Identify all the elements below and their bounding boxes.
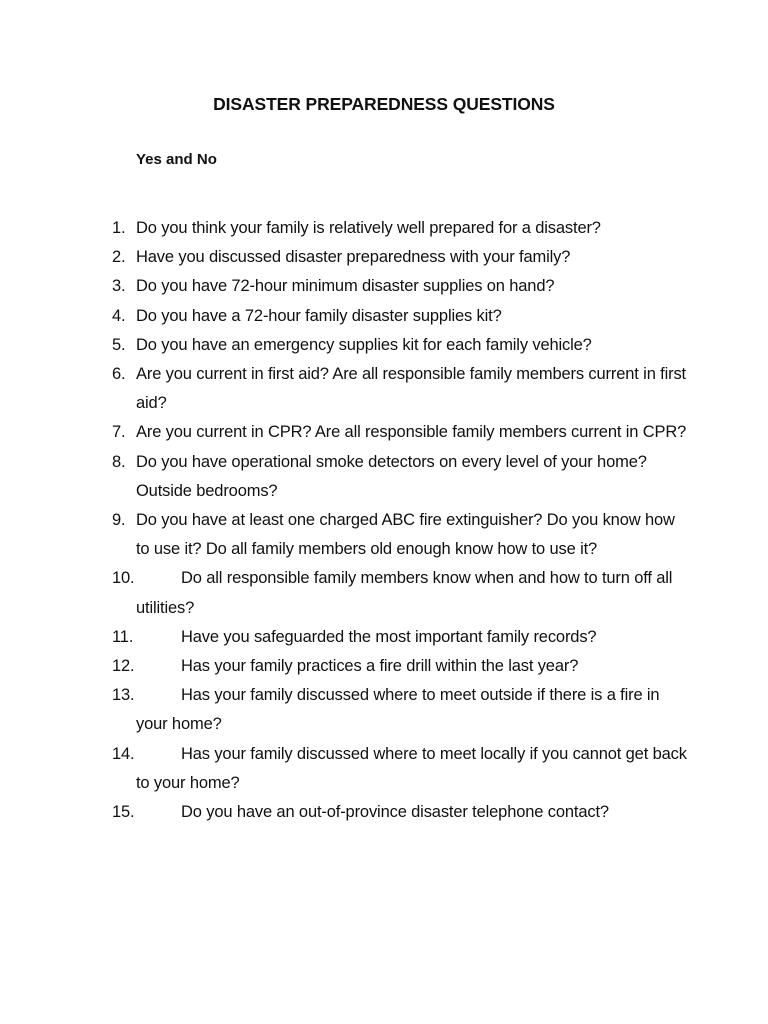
question-number: 10. <box>112 569 135 588</box>
question-number: 7. <box>112 423 126 442</box>
question-item <box>112 302 692 331</box>
question-text: Do you have a 72-hour family disaster supplies kit? <box>136 306 502 325</box>
question-number: 1. <box>112 219 126 237</box>
question-item <box>112 448 692 506</box>
question-text: Have you discussed disaster preparedness with your family? <box>136 248 571 267</box>
question-item <box>112 740 692 798</box>
document-subtitle: Yes and No <box>136 151 217 168</box>
document-title: DISASTER PREPAREDNESS QUESTIONS <box>213 94 555 114</box>
question-item <box>112 564 692 622</box>
question-number: 11. <box>112 627 134 646</box>
question-item <box>112 360 692 418</box>
question-text: Do you have an emergency supplies kit for each family vehicle? <box>136 335 592 354</box>
question-number: 5. <box>112 335 126 354</box>
question-number: 4. <box>112 306 126 325</box>
question-item <box>112 652 692 681</box>
question-text: Do you have at least one charged ABC fire extinguisher? Do you know how to use it? Do all family members old enough know how to use it? <box>136 511 675 559</box>
question-number: 8. <box>112 452 126 471</box>
question-text: Do you think your family is relatively well prepared for a disaster? <box>136 219 601 237</box>
question-text: Has your family practices a fire drill within the last year? <box>181 657 579 676</box>
question-text: Do you have 72-hour minimum disaster supplies on hand? <box>136 277 555 296</box>
question-item <box>112 243 692 272</box>
question-text: Has your family discussed where to meet outside if there is a fire in your home? <box>136 686 660 734</box>
question-item <box>112 623 692 652</box>
question-number: 6. <box>112 365 126 384</box>
question-item <box>112 798 692 827</box>
question-item <box>112 681 692 739</box>
question-item <box>112 506 692 564</box>
question-item <box>112 272 692 301</box>
question-item <box>112 418 692 447</box>
question-text: Do you have an out-of-province disaster telephone contact? <box>181 803 609 822</box>
question-text: Do you have operational smoke detectors on every level of your home? Outside bedrooms? <box>136 452 647 500</box>
question-number: 15. <box>112 803 135 822</box>
question-number: 13. <box>112 686 135 705</box>
question-text: Has your family discussed where to meet locally if you cannot get back to your home? <box>136 744 687 792</box>
question-list <box>112 214 692 827</box>
question-item <box>112 214 692 243</box>
question-text: Are you current in first aid? Are all responsible family members current in first aid? <box>136 365 686 413</box>
question-number: 3. <box>112 277 126 296</box>
question-text: Are you current in CPR? Are all responsible family members current in CPR? <box>136 423 687 442</box>
question-item <box>112 331 692 360</box>
question-number: 14. <box>112 744 135 763</box>
question-text: Have you safeguarded the most important family records? <box>181 627 597 646</box>
question-number: 2. <box>112 248 126 267</box>
question-number: 9. <box>112 511 126 530</box>
question-number: 12. <box>112 657 135 676</box>
question-text: Do all responsible family members know when and how to turn off all utilities? <box>136 569 673 617</box>
